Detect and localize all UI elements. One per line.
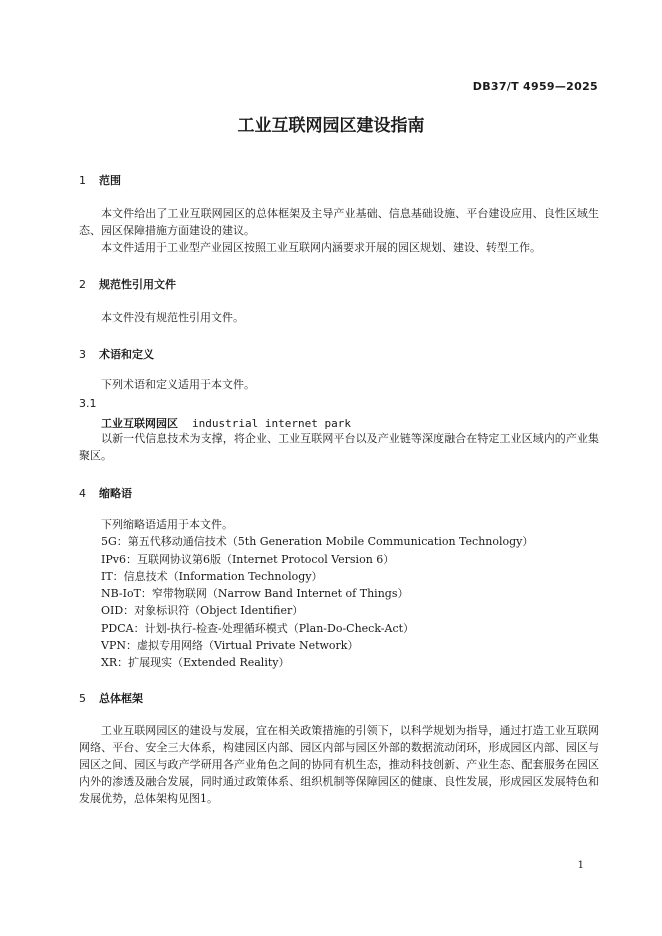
abbreviation-item: 5G：第五代移动通信技术（5th Generation Mobile Communication Technology） <box>101 535 534 548</box>
section-5-heading <box>79 690 143 706</box>
section-1-heading <box>79 172 121 188</box>
section-3-title: 术语和定义 <box>99 348 154 361</box>
term-number: 3.1 <box>79 397 97 410</box>
section-3-paragraph-1: 下列术语和定义适用于本文件。 <box>101 378 255 391</box>
section-3-heading <box>79 346 154 362</box>
document-title: 工业互联网园区建设指南 <box>237 116 425 136</box>
section-1-title: 范围 <box>99 174 121 187</box>
section-2-number: 2 <box>79 278 86 291</box>
section-1-paragraph-1: 本文件给出了工业互联网园区的总体框架及主导产业基础、信息基础设施、平台建设应用、良性区域生态、园区保障措施方面建设的建议。 <box>79 207 599 237</box>
abbreviation-item: IT：信息技术（Information Technology） <box>101 570 323 583</box>
section-2-title: 规范性引用文件 <box>99 278 176 291</box>
section-5-title: 总体框架 <box>99 692 143 705</box>
document-code: DB37/T 4959—2025 <box>472 80 598 93</box>
term-chinese: 工业互联网园区 <box>101 417 178 430</box>
section-2-paragraph-1: 本文件没有规范性引用文件。 <box>101 311 244 324</box>
term-entry <box>101 415 351 431</box>
section-4-title: 缩略语 <box>99 487 132 500</box>
abbreviation-item: IPv6：互联网协议第6版（Internet Protocol Version 6） <box>101 553 395 566</box>
abbreviation-item: XR：扩展现实（Extended Reality） <box>101 656 290 669</box>
section-4-heading <box>79 485 132 501</box>
section-5-paragraph-1: 工业互联网园区的建设与发展，宜在相关政策措施的引领下，以科学规划为指导，通过打造工业互联网网络、平台、安全三大体系，构建园区内部、园区内部与园区外部的数据流动闭环，形成园区内部、园区与园区之间、园区与政产学研用各产业角色之间的协同有机生态，推动科技创新、产业生态、配套服务在园区内外的渗透及融合发展，同时通过政策体系、组织机制等保障园区的健康、良性发展，形成园区发展特色和发展优势，总体架构见图1。 <box>79 724 599 805</box>
abbreviation-intro: 下列缩略语适用于本文件。 <box>101 518 233 531</box>
term-english: industrial internet park <box>192 417 351 430</box>
abbreviation-item: PDCA：计划-执行-检查-处理循环模式（Plan-Do-Check-Act） <box>101 622 415 635</box>
page-number: 1 <box>577 860 584 871</box>
section-1-paragraph-2: 本文件适用于工业型产业园区按照工业互联网内涵要求开展的园区规划、建设、转型工作。 <box>101 241 541 254</box>
abbreviation-item: VPN：虚拟专用网络（Virtual Private Network） <box>101 639 359 652</box>
section-4-number: 4 <box>79 487 86 500</box>
section-1-number: 1 <box>79 174 86 187</box>
abbreviation-item: OID：对象标识符（Object Identifier） <box>101 604 304 617</box>
section-2-heading <box>79 276 176 292</box>
term-definition: 以新一代信息技术为支撑，将企业、工业互联网平台以及产业链等深度融合在特定工业区域内的产业集聚区。 <box>79 432 599 462</box>
abbreviation-item: NB-IoT：窄带物联网（Narrow Band Internet of Things） <box>101 587 409 600</box>
section-5-number: 5 <box>79 692 86 705</box>
section-3-number: 3 <box>79 348 86 361</box>
